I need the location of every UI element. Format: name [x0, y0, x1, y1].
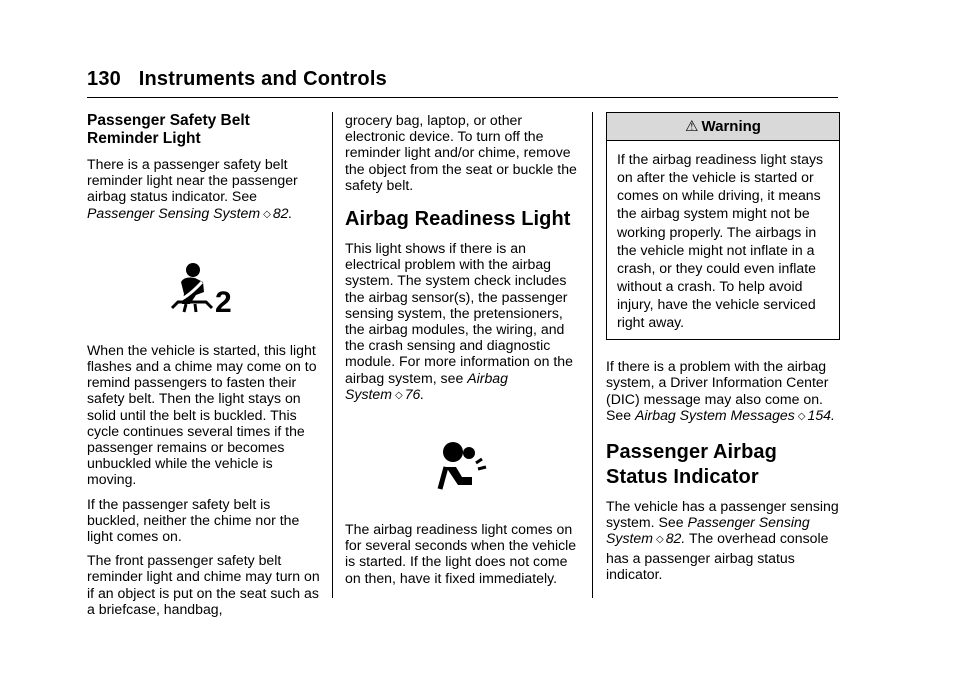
paragraph: When the vehicle is started, this light flashes and a chime may come on to remind passengers to fasten their safety belt. Then the light stays on solid until the belt is buckled. This cycle continues several times if the passenger remains or becomes unbuckled while the vehicle is moving. [87, 341, 317, 488]
seatbelt-reminder-icon-wrap [87, 262, 323, 314]
warning-box [606, 112, 840, 340]
passenger-belt-heading: Passenger Safety Belt Reminder Light [87, 112, 250, 147]
warning-title: Warning [701, 118, 761, 135]
warning-text: If the airbag readiness light stays on after the vehicle is started or comes on while driving, it means the airbag system might not be working properly. The airbags in the vehicle might not inflate in a crash, or they could even inflate without a crash. To help avoid injury, have the vehicle serviced right away. [617, 151, 824, 331]
page-number: 130 [87, 68, 121, 90]
warning-icon: ⚠ [685, 118, 699, 135]
column-3 [606, 112, 840, 590]
xref-arrow-icon: ◇ [263, 208, 271, 220]
xref-link[interactable]: Airbag System ◇ 76. [345, 369, 508, 402]
paragraph: This light shows if there is an electrical problem with the airbag system. The system check includes the airbag sensor(s), the passenger sensing system, the pretensioners, the airbag modules, the wiring, and the crash sensing and diagnostic module. For more information on the airbag system, see Airbag System ◇ 76. [345, 240, 573, 402]
paragraph: If the passenger safety belt is buckled, neither the chime nor the light comes on. [87, 495, 300, 545]
xref-arrow-icon: ◇ [395, 389, 403, 401]
airbag-readiness-icon [436, 439, 490, 493]
passenger-airbag-status-heading: Passenger Airbag Status Indicator [606, 440, 777, 488]
xref-arrow-icon: ◇ [797, 410, 806, 422]
warning-header [607, 113, 839, 141]
section-title: Instruments and Controls [138, 68, 387, 90]
header-rule [87, 97, 838, 98]
column-divider [332, 112, 333, 598]
column-1 [87, 112, 323, 625]
xref-link[interactable]: Passenger Sensing System ◇ 82. [606, 514, 810, 547]
airbag-readiness-heading: Airbag Readiness Light [345, 208, 571, 231]
column-2 [345, 112, 581, 594]
seatbelt-reminder-icon [168, 262, 242, 314]
paragraph: The front passenger safety belt reminder light and chime may turn on if an object is put on the seat such as a briefcase, handbag, [87, 552, 320, 617]
paragraph: If there is a problem with the airbag system, a Driver Information Center (DIC) message may also come on. See Airbag System Messages ◇ 154. [606, 358, 835, 423]
airbag-readiness-icon-wrap [345, 439, 581, 493]
page-header [87, 68, 387, 91]
paragraph: There is a passenger safety belt reminder light near the passenger airbag status indicator. See Passenger Sensing System ◇ 82. [87, 156, 298, 221]
icon-label: 2 [215, 285, 232, 314]
xref-arrow-icon: ◇ [656, 534, 664, 546]
column-divider [592, 112, 593, 598]
xref-link[interactable]: Passenger Sensing System ◇ 82. [87, 204, 293, 221]
paragraph: The airbag readiness light comes on for several seconds when the vehicle is started. If the light does not come on then, have it fixed immediately. [345, 521, 577, 586]
paragraph: The vehicle has a passenger sensing system. See Passenger Sensing System ◇ 82. The overhead console has a passenger airbag status indicator. [606, 497, 839, 582]
paragraph: grocery bag, laptop, or other electronic device. To turn off the reminder light and/or chime, remove the object from the seat or buckle the safety belt. [345, 112, 577, 193]
xref-link[interactable]: Airbag System Messages ◇ 154. [635, 406, 835, 423]
